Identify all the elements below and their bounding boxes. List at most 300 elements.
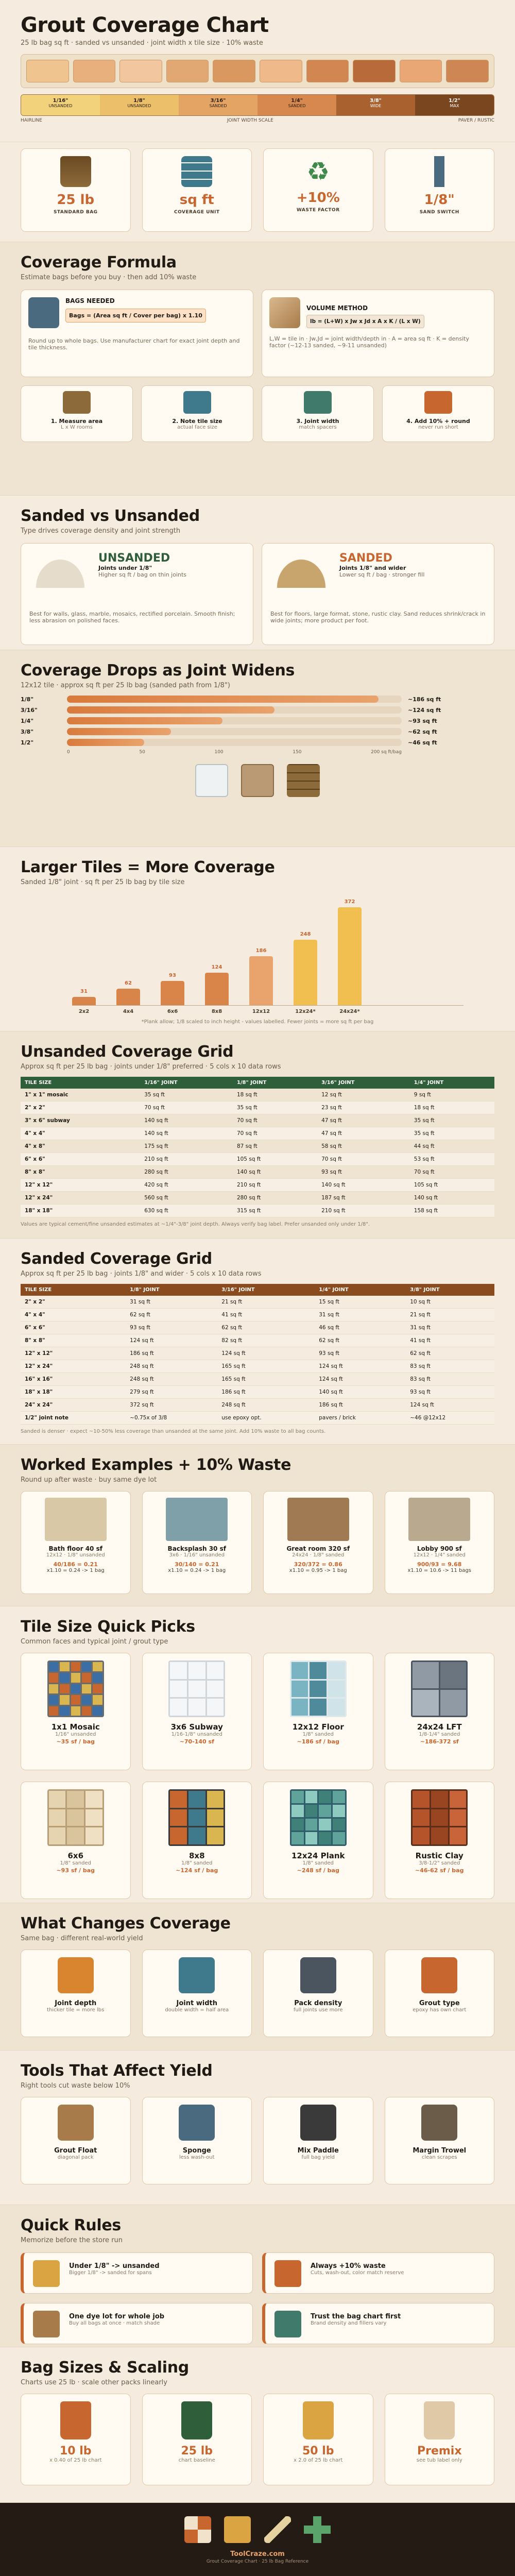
table-cell: 18 sq ft (233, 1089, 317, 1101)
example-result: x1.10 = 10.6 -> 11 bags (407, 1568, 471, 1573)
bar-value: 248 (300, 931, 311, 938)
tool-card-icon (58, 2105, 94, 2141)
tile-cell (319, 1819, 331, 1831)
tile-cell (49, 1706, 58, 1716)
axis-tick: 150 (293, 750, 302, 755)
tile-name: 8x8 (188, 1851, 205, 1860)
joint-step (258, 95, 336, 115)
tile-cell (291, 1699, 308, 1716)
section-title: Sanded vs Unsanded (21, 507, 200, 525)
table-cell: 165 sq ft (217, 1360, 315, 1373)
section-title: Quick Rules (21, 2216, 121, 2234)
table-cell: 630 sq ft (140, 1205, 233, 1217)
tile-cell (440, 1690, 467, 1716)
color-swatch (73, 60, 116, 82)
tile-bar (249, 948, 273, 1014)
footer (0, 2503, 515, 2576)
section-subtitle: Estimate bags before you buy · then add 10% waste (21, 274, 197, 281)
joint-step (415, 95, 494, 115)
bar-row (21, 717, 494, 724)
tile-cell (328, 1699, 345, 1716)
axis-tick: 50 (139, 750, 145, 755)
table-cell: 70 sq ft (317, 1153, 410, 1166)
unsanded-table (21, 1077, 494, 1217)
rule-icon (33, 2311, 60, 2337)
tile-pattern-icon (184, 2516, 211, 2543)
table-cell: 12" x 24" (21, 1192, 140, 1205)
table-header: 3/16" JOINT (317, 1077, 410, 1089)
table-cell: 41 sq ft (217, 1309, 315, 1321)
section-title: Larger Tiles = More Coverage (21, 858, 275, 876)
bar-row (21, 706, 494, 714)
table-cell: 44 sq ft (410, 1140, 494, 1153)
float-icon (264, 2516, 291, 2543)
table-cell: 21 sq ft (217, 1296, 315, 1309)
tile-cell (413, 1662, 439, 1688)
tile-coverage: ~93 sf / bag (56, 1867, 95, 1874)
color-swatch (260, 60, 302, 82)
tile-cell (333, 1832, 345, 1844)
tile-pick-card (21, 1653, 131, 1770)
bag-note: chart baseline (178, 2458, 215, 2463)
unsanded-title: UNSANDED (98, 552, 170, 565)
table-cell: 83 sq ft (406, 1373, 494, 1386)
tile-cell (49, 1695, 58, 1704)
bar-category: 2x2 (78, 1009, 90, 1014)
card-sub: diagonal pack (57, 2155, 94, 2160)
bar-axis-ticks (67, 750, 402, 755)
formula-step-card (141, 385, 253, 442)
rule-icon (33, 2260, 60, 2287)
bag-note: x 0.40 of 25 lb chart (49, 2458, 102, 2463)
table-cell: 47 sq ft (317, 1127, 410, 1140)
table-cell: 248 sq ft (126, 1360, 217, 1373)
card-title: Mix Paddle (297, 2147, 339, 2155)
tile-cell (207, 1681, 224, 1698)
bar-value: ~46 sq ft (408, 739, 437, 746)
bar-fill (338, 907, 362, 1005)
tile-cell (49, 1673, 58, 1682)
tile-swatch-icon (411, 1789, 468, 1846)
color-swatch (213, 60, 255, 82)
tile-swatch-icon (411, 1660, 468, 1717)
section-subtitle: Round up after waste · buy same dye lot (21, 1476, 157, 1484)
volume-method-card (262, 290, 494, 377)
tile-spec: 3/8-1/2" sanded (419, 1860, 460, 1866)
section-subtitle: Right tools cut waste below 10% (21, 2082, 130, 2090)
tile-spec: 1/8" sanded (302, 1860, 334, 1866)
tile-cell (305, 1832, 318, 1844)
table-cell: 35 sq ft (233, 1101, 317, 1114)
table-row (21, 1386, 494, 1399)
bar-fill (72, 997, 96, 1005)
table-cell: 105 sq ft (233, 1153, 317, 1166)
tile-cell (82, 1684, 91, 1693)
bar-category: 8x8 (211, 1009, 222, 1014)
table-row (21, 1296, 494, 1309)
footer-site[interactable]: ToolCraze.com (230, 2550, 285, 2558)
example-math: 900/93 = 9.68 (417, 1561, 462, 1568)
change-card (142, 1950, 252, 2037)
bag-size: 50 lb (302, 2445, 334, 2458)
tile-cell (188, 1681, 205, 1698)
change-card (263, 1950, 373, 2037)
tile-cell (440, 1662, 467, 1688)
tile-cell (170, 1699, 187, 1716)
tile-cell (207, 1791, 224, 1808)
table-cell: 140 sq ft (233, 1166, 317, 1179)
step-sub: never run short (418, 425, 458, 430)
tile-name: Rustic Clay (415, 1851, 464, 1860)
formula-step-card (262, 385, 374, 442)
unsanded-note: Best for walls, glass, marble, mosaics, rectified porcelain. Smooth finish; less abrasion on polished faces. (29, 611, 235, 624)
table-cell: 124 sq ft (126, 1334, 217, 1347)
bag-size: Premix (417, 2445, 462, 2458)
sanded-grid-section (0, 1239, 515, 1445)
tile-coverage: ~248 sf / bag (297, 1867, 339, 1874)
tile-cell (291, 1791, 304, 1803)
bar-fill (67, 717, 222, 724)
table-cell: 16" x 16" (21, 1373, 126, 1386)
bar-track (67, 706, 402, 714)
table-cell: 140 sq ft (317, 1179, 410, 1192)
sanded-vs-section (0, 496, 515, 650)
card-title: Joint width (176, 1999, 217, 2007)
tile-cell (49, 1827, 66, 1844)
joint-step (100, 95, 179, 115)
tile-cell (170, 1662, 187, 1679)
table-header: 1/16" JOINT (140, 1077, 233, 1089)
change-card-icon (300, 1957, 336, 1993)
tile-pick-card (263, 1653, 373, 1770)
table-cell: 46 sq ft (315, 1321, 406, 1334)
stat-value: +10% (296, 190, 340, 206)
bag-icon (424, 2401, 455, 2439)
tile-stack-icon (269, 297, 300, 328)
tile-cell (60, 1706, 69, 1716)
example-image (408, 1498, 470, 1541)
scale-left-label: HAIRLINE (21, 118, 42, 123)
tile-cell (413, 1690, 439, 1716)
table-header: 1/8" JOINT (233, 1077, 317, 1089)
joint-width: 1/8" (133, 98, 145, 104)
table-row (21, 1334, 494, 1347)
tile-cell (333, 1791, 345, 1803)
table-row (21, 1360, 494, 1373)
tile-spec: 1/8" sanded (302, 1732, 334, 1737)
table-cell: 280 sq ft (233, 1192, 317, 1205)
table-row (21, 1205, 494, 1217)
bar-track (67, 728, 402, 735)
rule-icon (274, 2260, 301, 2287)
table-cell: 1/2" joint note (21, 1412, 126, 1425)
tile-cell (450, 1791, 467, 1808)
section-title: Coverage Formula (21, 253, 177, 272)
card-title: BAGS NEEDED (65, 297, 115, 304)
table-cell: 372 sq ft (126, 1399, 217, 1412)
tile-cell (71, 1706, 80, 1716)
table-row (21, 1089, 494, 1101)
joint-type: UNSANDED (48, 104, 73, 108)
table-cell: 8" x 8" (21, 1334, 126, 1347)
tile-cell (291, 1819, 304, 1831)
tile-cell (82, 1662, 91, 1671)
step-icon (183, 391, 211, 414)
tool-card-icon (300, 2105, 336, 2141)
table-cell: 35 sq ft (410, 1127, 494, 1140)
table-header: 3/8" JOINT (406, 1284, 494, 1296)
bar-label: 1/4" (21, 717, 34, 724)
table-cell: 315 sq ft (233, 1205, 317, 1217)
table-note: Values are typical cement/fine unsanded estimates at ~1/4"-3/8" joint depth. Always verify bag label. Prefer unsanded only under 1/8". (21, 1222, 370, 1227)
tile-cell (305, 1805, 318, 1817)
table-cell: 105 sq ft (410, 1179, 494, 1192)
tile-cell (60, 1662, 69, 1671)
tool-card (385, 2097, 495, 2184)
stat-value: 1/8" (424, 192, 455, 208)
color-swatch (26, 60, 69, 82)
change-card-icon (58, 1957, 94, 1993)
table-cell: 124 sq ft (406, 1399, 494, 1412)
tile-cell (82, 1673, 91, 1682)
rule-title: Under 1/8" -> unsanded (69, 2262, 160, 2270)
card-title: Joint depth (55, 1999, 97, 2007)
table-cell: 3" x 6" subway (21, 1114, 140, 1127)
tools-section (0, 2050, 515, 2205)
bar-fill (205, 973, 229, 1005)
bar-label: 1/2" (21, 739, 34, 746)
tile-cell (319, 1832, 331, 1844)
bar-label: 1/8" (21, 696, 34, 703)
axis-tick: 0 (67, 750, 70, 755)
tile-cell (85, 1809, 102, 1826)
tile-cell (170, 1681, 187, 1698)
table-cell: 124 sq ft (217, 1347, 315, 1360)
tile-bar (294, 931, 317, 1014)
table-cell: ~0.75x of 3/8 (126, 1412, 217, 1425)
page-subtitle: 25 lb bag sq ft · sanded vs unsanded · joint width x tile size · 10% waste (21, 39, 263, 47)
tile-cell (85, 1791, 102, 1808)
bar-value: 372 (344, 899, 355, 905)
section-subtitle: Same bag · different real-world yield (21, 1935, 143, 1942)
table-cell: 70 sq ft (140, 1101, 233, 1114)
example-spec: 24x24 · 1/8" sanded (292, 1552, 345, 1558)
tile-swatch-icon (47, 1789, 104, 1846)
card-title: Margin Trowel (413, 2147, 467, 2155)
tile-pick-card (385, 1782, 495, 1899)
card-sub: less wash-out (179, 2155, 215, 2160)
example-result: x1.10 = 0.95 -> 1 bag (289, 1568, 347, 1573)
table-cell: 210 sq ft (140, 1153, 233, 1166)
stat-card-bag (21, 148, 131, 232)
table-cell: 124 sq ft (315, 1360, 406, 1373)
table-cell: 280 sq ft (140, 1166, 233, 1179)
example-spec: 12x12 · 1/8" unsanded (46, 1552, 105, 1558)
table-cell: 12" x 12" (21, 1179, 140, 1192)
bar-fill (161, 981, 184, 1006)
step-title: 4. Add 10% + round (406, 418, 470, 425)
table-row (21, 1321, 494, 1334)
tile-cell (49, 1809, 66, 1826)
card-sub: full joints use more (293, 2007, 343, 2013)
tile-size-bar-chart (72, 897, 464, 1014)
example-image (45, 1498, 107, 1541)
bar-category: 4x4 (123, 1009, 134, 1014)
table-cell: 31 sq ft (315, 1309, 406, 1321)
tool-card-icon (179, 2105, 215, 2141)
formula-step-card (382, 385, 494, 442)
bar-category: 24x24* (339, 1009, 360, 1014)
sanded-rule: Joints 1/8" and wider (339, 565, 406, 571)
table-cell: 70 sq ft (233, 1127, 317, 1140)
example-spec: 3x6 · 1/16" unsanded (169, 1552, 225, 1558)
table-cell: 41 sq ft (406, 1334, 494, 1347)
bar-fill (67, 706, 274, 714)
table-cell: 93 sq ft (317, 1166, 410, 1179)
step-icon (424, 391, 452, 414)
tile-cell (413, 1809, 430, 1826)
tool-card-icon (421, 2105, 457, 2141)
table-cell: 186 sq ft (217, 1386, 315, 1399)
example-title: Bath floor 40 sf (48, 1545, 102, 1552)
scale-center-label: JOINT WIDTH SCALE (227, 118, 273, 123)
rule-icon (274, 2311, 301, 2337)
tile-swatch-icon (168, 1660, 225, 1717)
table-cell: 420 sq ft (140, 1179, 233, 1192)
stat-label: COVERAGE UNIT (174, 210, 220, 215)
table-cell: 12" x 12" (21, 1347, 126, 1360)
table-row (21, 1114, 494, 1127)
example-image (287, 1498, 349, 1541)
page-title: Grout Coverage Chart (21, 13, 269, 37)
step-sub: match spacers (299, 425, 337, 430)
tile-cell (93, 1695, 102, 1704)
tile-cell (188, 1791, 205, 1808)
tile-cell (188, 1809, 205, 1826)
tile-cell (71, 1662, 80, 1671)
table-row (21, 1166, 494, 1179)
table-cell: 93 sq ft (126, 1321, 217, 1334)
bar-value: 93 (169, 972, 176, 978)
caliper-icon (424, 156, 455, 187)
card-title: VOLUME METHOD (306, 304, 368, 312)
tile-area-icon (181, 156, 212, 187)
table-cell: 62 sq ft (217, 1321, 315, 1334)
tile-name: 6x6 (67, 1851, 84, 1860)
table-header: TILE SIZE (21, 1284, 126, 1296)
tile-pick-card (142, 1653, 252, 1770)
bag-size: 10 lb (59, 2445, 92, 2458)
example-math: 40/186 = 0.21 (53, 1561, 98, 1568)
stat-label: STANDARD BAG (53, 210, 98, 215)
tile-cell (450, 1827, 467, 1844)
stats-section (0, 142, 515, 242)
table-cell: 93 sq ft (406, 1386, 494, 1399)
table-cell: 140 sq ft (315, 1386, 406, 1399)
tile-cell (310, 1681, 327, 1698)
tile-cell (49, 1791, 66, 1808)
sand-pile-icon (270, 552, 332, 588)
tile-bar (116, 980, 140, 1014)
step-title: 1. Measure area (50, 418, 103, 425)
tile-bar (338, 899, 362, 1014)
tile-spec: 1/16-1/8" unsanded (171, 1732, 222, 1737)
table-cell: 1" x 1" mosaic (21, 1089, 140, 1101)
section-title: What Changes Coverage (21, 1914, 231, 1933)
formula-step-card (21, 385, 133, 442)
step-icon (304, 391, 332, 414)
table-cell: 12" x 24" (21, 1360, 126, 1373)
bag-icon (28, 297, 59, 328)
bag-size-card (142, 2394, 252, 2485)
table-cell: 248 sq ft (126, 1373, 217, 1386)
rule-sub: Buy all bags at once · match shade (69, 2320, 160, 2326)
table-cell: 4" x 4" (21, 1127, 140, 1140)
bar-fill (294, 940, 317, 1005)
coverage-drops-section (0, 650, 515, 847)
bar-category: 6x6 (167, 1009, 178, 1014)
table-cell: 31 sq ft (126, 1296, 217, 1309)
bar-fill (67, 728, 171, 735)
tile-cell (305, 1819, 318, 1831)
tile-cell (85, 1827, 102, 1844)
sanded-title: SANDED (339, 552, 392, 565)
tile-name: 1x1 Mosaic (51, 1722, 100, 1732)
table-cell: 62 sq ft (126, 1309, 217, 1321)
tile-cell (93, 1684, 102, 1693)
step-icon (63, 391, 91, 414)
table-cell: 4" x 8" (21, 1140, 140, 1153)
bar-row (21, 728, 494, 735)
bar-value: ~93 sq ft (408, 717, 437, 724)
bar-fill (67, 739, 144, 746)
bar-track (67, 696, 402, 703)
joint-type: SANDED (288, 104, 306, 108)
step-title: 2. Note tile size (172, 418, 222, 425)
tile-cell (319, 1791, 331, 1803)
tile-swatch-icon (290, 1789, 347, 1846)
bag-icon (60, 2401, 91, 2439)
recycle-icon: ♻ (303, 156, 334, 187)
tool-card (142, 2097, 252, 2184)
table-cell: 186 sq ft (315, 1399, 406, 1412)
bar-fill (249, 956, 273, 1005)
tile-cell (60, 1684, 69, 1693)
table-row (21, 1412, 494, 1425)
powder-pile-icon (29, 552, 91, 588)
bar-category: 12x12 (252, 1009, 270, 1014)
tile-cell (82, 1695, 91, 1704)
table-cell: 4" x 4" (21, 1309, 126, 1321)
table-cell: 210 sq ft (233, 1179, 317, 1192)
card-sub: clean scrapes (421, 2155, 457, 2160)
tile-swatch-icon (168, 1789, 225, 1846)
tile-coverage: ~186 sf / bag (297, 1738, 339, 1745)
tile-cell (413, 1827, 430, 1844)
sanded-note: Best for floors, large format, stone, rustic clay. Sand reduces shrink/crack in wide joints; more product per foot. (270, 611, 486, 624)
bag-size-card (21, 2394, 131, 2485)
table-row (21, 1127, 494, 1140)
rule-sub: Brand density and fillers vary (311, 2320, 387, 2326)
table-cell: 70 sq ft (233, 1114, 317, 1127)
tool-card (263, 2097, 373, 2184)
joint-type: UNSANDED (127, 104, 151, 108)
sanded-card (262, 543, 494, 645)
tile-swatch-icon (47, 1660, 104, 1717)
rule-card (262, 2252, 494, 2294)
joint-bar-chart (21, 696, 494, 746)
section-title: Bag Sizes & Scaling (21, 2359, 189, 2377)
